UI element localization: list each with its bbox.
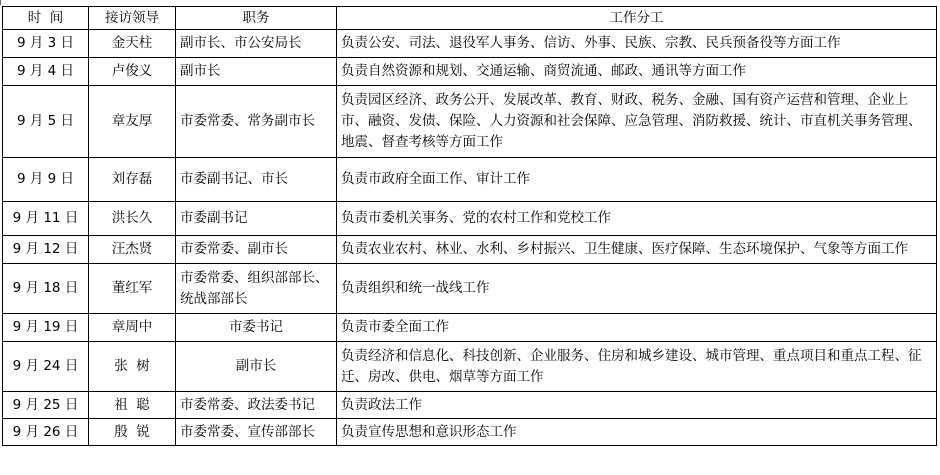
row-role: 市委书记 <box>176 314 337 342</box>
row-role: 市委常委、宣传部部长 <box>176 419 337 446</box>
row-date: 9 月 11 日 <box>3 202 89 236</box>
row-leader: 洪长久 <box>89 202 176 236</box>
row-leader: 殷 锐 <box>89 419 176 446</box>
row-date: 9 月 18 日 <box>3 264 89 314</box>
row-duty: 负责经济和信息化、科技创新、企业服务、住房和城乡建设、城市管理、重点项目和重点工程、征迁、房改、供电、烟草等方面工作 <box>337 342 937 392</box>
row-duty: 负责公安、司法、退役军人事务、信访、外事、民族、宗教、民兵预备役等方面工作 <box>337 30 937 58</box>
row-leader: 章友厚 <box>89 86 176 158</box>
corner-mark <box>0 0 5 5</box>
table-row <box>3 86 937 158</box>
row-date: 9 月 12 日 <box>3 236 89 264</box>
row-date: 9 月 25 日 <box>3 392 89 419</box>
table-row <box>3 202 937 236</box>
header-leader: 接访领导 <box>89 7 176 30</box>
row-date: 9 月 3 日 <box>3 30 89 58</box>
row-role: 市委副书记 <box>176 202 337 236</box>
row-leader: 祖 聪 <box>89 392 176 419</box>
header-date: 时 间 <box>3 7 89 30</box>
table-row <box>3 264 937 314</box>
table-header-row <box>3 7 937 30</box>
table-row <box>3 158 937 202</box>
row-duty: 负责宣传思想和意识形态工作 <box>337 419 937 446</box>
row-duty: 负责农业农村、林业、水利、乡村振兴、卫生健康、医疗保障、生态环境保护、气象等方面工作 <box>337 236 937 264</box>
row-duty: 负责政法工作 <box>337 392 937 419</box>
row-duty: 负责市委全面工作 <box>337 314 937 342</box>
row-leader: 董红军 <box>89 264 176 314</box>
row-leader: 汪杰贤 <box>89 236 176 264</box>
row-role: 副市长 <box>176 342 337 392</box>
header-duty: 工作分工 <box>337 7 937 30</box>
row-role: 副市长 <box>176 58 337 86</box>
schedule-table <box>2 6 937 446</box>
row-leader: 卢俊义 <box>89 58 176 86</box>
table-row <box>3 314 937 342</box>
row-role: 市委常委、组织部部长、统战部部长 <box>176 264 337 314</box>
row-leader: 张 树 <box>89 342 176 392</box>
row-duty: 负责园区经济、政务公开、发展改革、教育、财政、税务、金融、国有资产运营和管理、企业上市、融资、发债、保险、人力资源和社会保障、应急管理、消防救援、统计、市直机关事务管理、地震、督查考核等方面工作 <box>337 86 937 158</box>
table-row <box>3 58 937 86</box>
row-role: 市委常委、副市长 <box>176 236 337 264</box>
table-row <box>3 236 937 264</box>
row-date: 9 月 19 日 <box>3 314 89 342</box>
row-leader: 刘存磊 <box>89 158 176 202</box>
row-role: 市委常委、常务副市长 <box>176 86 337 158</box>
row-duty: 负责组织和统一战线工作 <box>337 264 937 314</box>
row-role: 副市长、市公安局长 <box>176 30 337 58</box>
row-leader: 金天柱 <box>89 30 176 58</box>
row-role: 市委副书记、市长 <box>176 158 337 202</box>
row-date: 9 月 9 日 <box>3 158 89 202</box>
row-duty: 负责市委机关事务、党的农村工作和党校工作 <box>337 202 937 236</box>
header-role: 职务 <box>176 7 337 30</box>
row-duty: 负责市政府全面工作、审计工作 <box>337 158 937 202</box>
row-role: 市委常委、政法委书记 <box>176 392 337 419</box>
table-row <box>3 30 937 58</box>
table-row <box>3 392 937 419</box>
row-date: 9 月 5 日 <box>3 86 89 158</box>
row-date: 9 月 26 日 <box>3 419 89 446</box>
row-duty: 负责自然资源和规划、交通运输、商贸流通、邮政、通讯等方面工作 <box>337 58 937 86</box>
row-date: 9 月 4 日 <box>3 58 89 86</box>
table-row <box>3 419 937 446</box>
row-leader: 章周中 <box>89 314 176 342</box>
row-date: 9 月 24 日 <box>3 342 89 392</box>
table-row <box>3 342 937 392</box>
